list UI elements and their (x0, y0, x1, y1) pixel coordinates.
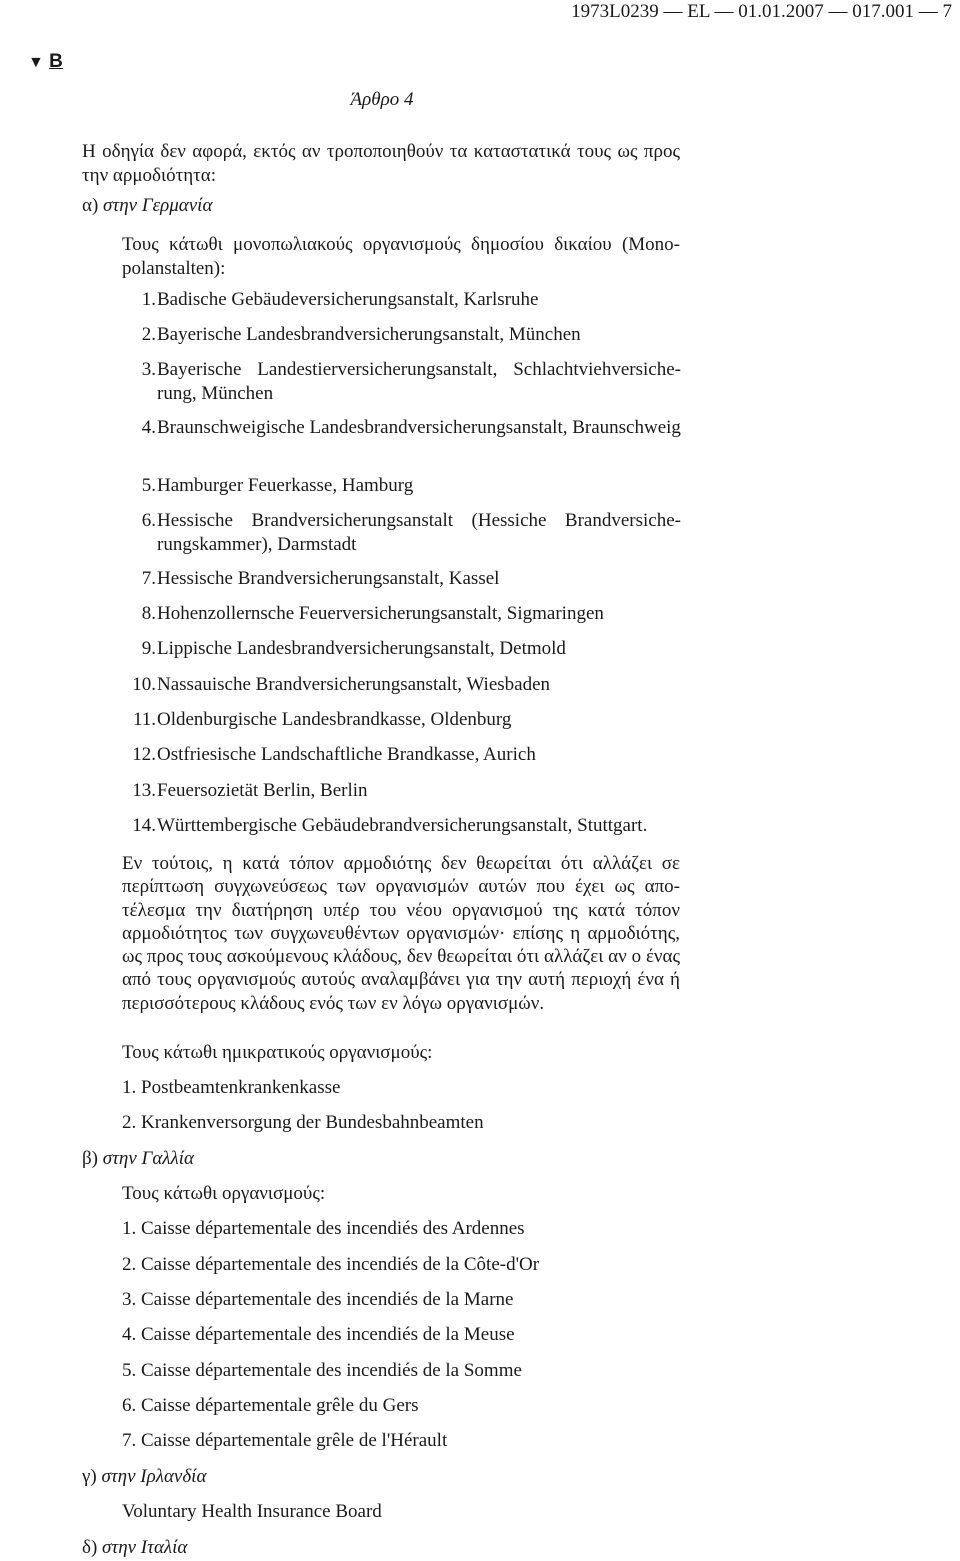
item-text: Hessische Brandversicherungsanstalt (Hessiche Brandversicherungskammer), Darmstadt (157, 510, 681, 555)
quasi-intro: Τους κάτωθι ημικρατικούς οργανισμούς: (122, 1042, 433, 1063)
france-intro: Τους κάτωθι οργανισμούς: (122, 1183, 326, 1204)
list-item (122, 1288, 513, 1312)
section-label: στην Γερμανία (103, 195, 213, 216)
article-intro: Η οδηγία δεν αφορά, εκτός αν τροποποιηθούν τα καταστατικά τους ως προς την αρμοδιότητα: (82, 141, 680, 186)
item-number: 9. (141, 638, 156, 659)
item-number: 12. (132, 744, 156, 765)
triangle-down-icon: ▼ (28, 54, 44, 71)
item-number: 2. (141, 324, 156, 345)
item-number: 3. (141, 359, 156, 380)
list-item (122, 1111, 484, 1135)
item-number: 2. (122, 1112, 137, 1133)
item-text: Caisse départementale grêle de l'Hérault (141, 1430, 448, 1451)
item-text: Caisse départementale des incendiés des Ardennes (141, 1218, 525, 1239)
list-item (122, 1429, 447, 1453)
marker-letter: B (49, 51, 63, 72)
item-number: 11. (132, 709, 156, 730)
item-text: Postbeamtenkrankenkasse (141, 1077, 341, 1098)
item-number: 8. (141, 603, 156, 624)
section-label: στην Γαλλία (102, 1148, 195, 1169)
item-number: 1. (122, 1218, 137, 1239)
item-number: 13. (132, 780, 156, 801)
item-text: Württembergische Gebäudebrandversicherungsanstalt, Stuttgart. (157, 815, 648, 836)
list-item (122, 1359, 522, 1383)
section-label: στην Ιταλία (102, 1537, 188, 1558)
item-text: Krankenversorgung der Bundesbahnbeamten (141, 1112, 484, 1133)
item-text: Badische Gebäudeversicherungsanstalt, Karlsruhe (157, 289, 539, 310)
item-number: 7. (141, 568, 156, 589)
section-label: στην Ιρλανδία (101, 1466, 207, 1487)
section-marker: β) (82, 1148, 98, 1169)
item-text: Caisse départementale des incendiés de la Meuse (141, 1324, 515, 1345)
item-number: 4. (122, 1324, 137, 1345)
item-text: Caisse départementale grêle du Gers (141, 1395, 419, 1416)
consolidation-marker[interactable] (28, 50, 63, 75)
section-italy (82, 1536, 187, 1560)
notwithstanding-paragraph: Εν τούτοις, η κατά τόπον αρμοδιότης δεν θεωρείται ότι αλλάζει σε περίπτωση συγχωνεύσεως των οργανισμών αυτών που έχει ως αποτέλεσμα την διατήρηση υπέρ του νέου οργανισμού της κατά τόπον αρμοδιότητος των συγχωνευθέντων οργανισμών· επίσης η αρμοδιότης, ως προς τους ασκούμενους κλάδους, δεν θεωρείται ότι αλλάζει αν ο ένας από τους οργανισμούς αυτούς αναλαμβάνει για την αυτή περιοχή ένα ή περισσότερους κλάδους ενός των εν λόγω οργανισμών. (122, 853, 680, 1014)
list-item (122, 1217, 525, 1241)
item-number: 3. (122, 1289, 137, 1310)
item-text: Bayerische Landestierversicherungsanstalt, Schlachtviehversicherung, München (157, 359, 681, 404)
item-number: 1. (141, 289, 156, 310)
item-number: 14. (132, 815, 156, 836)
item-text: Lippische Landesbrandversicherungsanstalt, Detmold (157, 638, 566, 659)
section-marker: δ) (82, 1537, 98, 1558)
list-item (122, 1076, 340, 1100)
item-number: 6. (141, 510, 156, 531)
item-number: 1. (122, 1077, 137, 1098)
section-france (82, 1147, 194, 1171)
item-text: Ostfriesische Landschaftliche Brandkasse, Aurich (157, 744, 536, 765)
list-item (122, 1323, 515, 1347)
list-item (122, 1394, 419, 1418)
item-number: 4. (141, 417, 156, 438)
ireland-body: Voluntary Health Insurance Board (122, 1501, 382, 1522)
item-number: 2. (122, 1254, 137, 1275)
item-text: Bayerische Landesbrandversicherungsanstalt, München (157, 324, 581, 345)
document-reference: 1973L0239 — EL — 01.01.2007 — 017.001 — 7 (571, 1, 952, 22)
item-text: Nassauische Brandversicherungsanstalt, Wiesbaden (157, 674, 551, 695)
section-marker: α) (82, 195, 99, 216)
item-number: 5. (122, 1360, 137, 1381)
list-item (122, 1253, 539, 1277)
item-text: Oldenburgische Landesbrandkasse, Oldenburg (157, 709, 512, 730)
item-text: Caisse départementale des incendiés de la Marne (141, 1289, 514, 1310)
item-text: Hohenzollernsche Feuerversicherungsanstalt, Sigmaringen (157, 603, 604, 624)
item-number: 10. (132, 674, 156, 695)
section-germany (82, 194, 212, 218)
item-text: Hamburger Feuerkasse, Hamburg (157, 475, 414, 496)
item-text: Caisse départementale des incendiés de la Somme (141, 1360, 522, 1381)
item-text: Hessische Brandversicherungsanstalt, Kassel (157, 568, 500, 589)
item-text: Braunschweigische Landesbrandversicherungsanstalt, Braunschweig (157, 417, 681, 438)
item-number: 7. (122, 1430, 137, 1451)
item-text: Feuersozietät Berlin, Berlin (157, 780, 368, 801)
item-number: 5. (141, 475, 156, 496)
section-marker: γ) (82, 1466, 97, 1487)
germany-intro: Τους κάτωθι μονοπωλιακούς οργανισμούς δημοσίου δικαίου (Monopolanstalten): (122, 234, 680, 279)
section-ireland (82, 1465, 206, 1489)
article-title: Άρθρο 4 (350, 89, 414, 110)
item-text: Caisse départementale des incendiés de la Côte-d'Or (141, 1254, 540, 1275)
item-number: 6. (122, 1395, 137, 1416)
